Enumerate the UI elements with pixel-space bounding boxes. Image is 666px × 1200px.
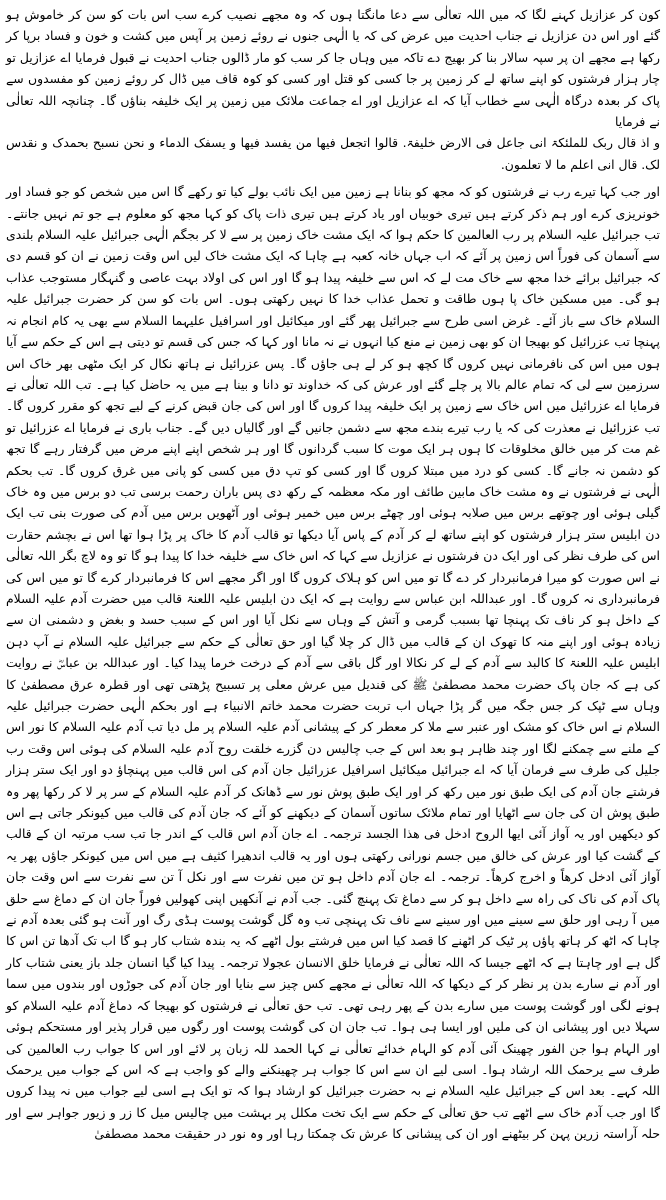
paragraph-quran-verse: و اذ قال ربک للملئکۃ انی جاعل فی الارض خلیفۃ. قالوا اتجعل فیھا من یفسد فیھا و یسفک الدماء و نحن نسبح بحمدک و نقدس لک. قال انی اعلم ما لا تعلمون.: [6, 135, 660, 172]
paragraph-intro: کون کر عزازیل کہنے لگا کہ میں اللہ تعالٰی سے دعا مانگتا ہوں کہ وہ مجھے نصیب کرے سب اس بات کو سن کر خاموش ہو گئے اور اس دن عزازیل نے جناب احدیت میں عرض کی کہ یا الٰہی جنوں نے روئے زمین پر آپس میں کشت و خون و فساد برپا کر رکھا ہے مجھے ان پر سپہ سالار بنا کر بھیج دے تاکہ میں وہاں جا کر سب کو مار ڈالوں جناب احدیت نے قبول فرمایا اے عزازیل تو چار ہزار فرشتوں کو اپنے ساتھ لے کر زمین پر جا کسی کو قتل اور کسی کو کوہ قاف میں ڈال کر روئے زمین کو مفسدوں سے پاک کر بعدہ درگاہ الٰہی سے خطاب آیا کہ اے عزازیل اور اے جماعت ملائک میں زمین پر ایک خلیفہ بناؤں گا۔ چنانچہ اللہ تعالٰی نے فرمایا: [6, 7, 660, 130]
paragraph-translation-narrative: اور جب کہا تیرے رب نے فرشتوں کو کہ مجھ کو بنانا ہے زمین میں ایک نائب بولے کیا تو رکھے گا اس میں شخص کو جو فساد اور خونریزی کرے اور ہم ذکر کرتے ہیں تیری خوبیاں اور یاد کرتے ہیں تیری ذات پاک کو کہا مجھ کو معلوم ہے جو تم نہیں جانتے۔ تب جبرائیل علیہ السلام پر رب العالمین کا حکم ہوا کہ ایک مشت خاک زمین پر سے لا کر بجگم الٰہی جبرائیل علیہ السلام بلندی سے آسمان کی فوراً اس زمین پر آئے کہ اب جہاں خانہ کعبہ ہے چاہا کہ ایک مشت خاک لیں اس وقت زمین نے ان کو قسم دی کہ جبرائیل برائے خدا مجھ سے خاک مت لے کہ اس سے خلیفہ پیدا ہو گا اور اس کی اولاد بہت عاصی و گنہگار مستوجب عذاب ہو گی۔ میں مسکین خاک پا ہوں طاقت و تحمل عذاب خدا کا نہیں رکھتی ہوں۔ اس بات کو سن کر حضرت جبرائیل علیہ السلام خاک سے باز آئے۔ غرض اسی طرح سے جبرائیل پھر گئے اور میکائیل اور اسرافیل علیہما السلام سے بھی یہ کام انجام نہ پہنچا تب عزرائیل کو بھیجا ان کو بھی زمین نے منع کیا انہوں نے نہ مانا اور کہا کہ جس کی قسم تو دیتی ہے اس کے حکم سے آیا ہوں میں اس کی نافرمانی نہیں کروں گا کچھ ہو کر لے ہی جاؤں گا۔ پس عزرائیل نے ہاتھ نکال کر ایک مٹھی بھر خاک اس سرزمین سے لی کہ تمام عالم بالا پر چلے گئے اور عرش کی کہ خداوند تو دانا و بینا ہے میں یہ حاضل کیا ہے۔ تب اللہ تعالٰی نے فرمایا اے عزرائیل میں اس خاک سے زمین پر ایک خلیفہ پیدا کروں گا اور اس کی جان قبض کرنے کے لیے تجھ کو مقرر کروں گا۔ تب عزرائیل نے معذرت کی کہ یا رب تیرے بندے مجھ سے دشمن جانیں گے اور گالیاں دیں گے۔ جناب باری نے فرمایا اے عزرائیل تو غم مت کر میں خالق مخلوقات کا ہوں ہر ایک موت کا سبب گردانوں گا اور ہر شخص اپنے اپنے مرض میں گرفتار رہے گا تجھ کو دشمن نہ جانے گا۔ کسی کو درد میں مبتلا کروں گا اور کسی کو تپ دق میں کسی کو پانی میں غرق کروں گا۔ تب بحکم الٰہی نے فرشتوں نے وہ مشت خاک مابین طائف اور مکہ معظمہ کے رکھ دی پس باران رحمت برسی تب دو برس میں وہ خاک گیلی ہوئی اور چوتھے برس میں صلابہ ہوئی اور چھٹے برس میں خمیر ہوئی اور آٹھویں برس میں آدم کی صورت بنی تب ایک دن ابلیس ستر ہزار فرشتوں کو اپنے ساتھ لے کر آدم کے پاس آیا دیکھا تو قالب آدم کا خاک پر پڑا ہوا تھا اس نے بچشم حقارت اس کی طرف نظر کی اور ایک دن فرشتوں نے عزازیل سے کہا کہ اس خاک سے خلیفہ خدا کا پیدا ہو گا تو وہ لاچ بگر اللہ تعالٰی نے اس صورت کو میرا فرمانبردار کر دے گا تو میں اس کو ہلاک کروں گا اور اگر مجھے اس کا فرمانبردار کرے گا تو میں اس کی فرمانبرداری نہ کروں گا۔ اور عبداللہ ابن عباس سے روایت ہے کہ ایک دن ابلیس علیہ اللعنۃ قالب میں حضرت آدم علیہ السلام کے داخل ہو کر ناف تک پہنچا تھا بسبب گرمی و آتش کے وہاں سے نکل آیا اور اس کے سبب حسد و بغض و دشمنی ان سے زیادہ ہوئی اور اپنے منہ کا تھوک ان کے قالب میں ڈال کر چلا گیا اور حق تعالٰی کے حکم سے جبرائیل علیہ السلام نے آپ دہن ابلیس علیہ اللعنۃ کا کالبد سے آدم کے لے کر نکالا اور گل باقی سے آدم کے درخت خرما پیدا کیا۔ اور عبداللہ بن عباسؓ نے روایت کی ہے کہ جان پاک حضرت محمد مصطفیٰ ﷺ کی قندیل میں عرش معلی پر تسبیح پڑھتی تھی اور قطرہ عرق مصطفیٰ کا وہاں سے ٹپک کر جس جگہ میں گر پڑا جہاں اب تربت حضرت محمد خاتم الانبیاء ہے اور بحکم الٰہی حضرت جبرائیل علیہ السلام نے اس خاک کو مشک اور عنبر سے ملا کر معطر کر کے پیشانی آدم علیہ السلام پر مل دیا تب آدم علیہ السلام کا نور اس کے ملنے سے چمکنے لگا اور چند ظاہر ہو بعد اس کے جب چالیس دن گزرے خلقت روح آدم علیہ السلام کی ہوئی اس وقت رب جلیل کی طرف سے فرمان آیا کہ اے جبرائیل میکائیل اسرافیل عزرائیل جان آدم کی اس قالب میں پہنچاؤ دو اور ایک ستر ہزار فرشتے جان آدم کی ایک طبق نور میں رکھ کر اور ایک طبق پوش نور سے ڈھانک کر آدم علیہ السلام کے سر پر لا کر رکھا پھر وہ طبق پوش ان کی جان سے اٹھایا اور تمام ملائک ساتوں آسمان کے دیکھنے کو آئے کہ جان آدم کی قالب میں کیونکر جاتی ہے اس کو دیکھیں اور یہ آواز آئی ایھا الروح ادخل فی ھذا الجسد ترجمہ۔ اے جان آدم اس قالب کے اندر جا تب سب مرتبہ ان کے قالب کے گشت کیا اور عرش کی خالق میں جسم نورانی رکھتی ہوں اور یہ قالب اندھیرا کثیف ہے میں اس میں کیونکر جاؤں پھر یہ آواز آئی ادخل کرھاً و اخرج کرھاً۔ ترجمہ۔ اے جان آدم داخل ہو تن میں نفرت سے اور نکل آ تن سے نفرت سے اس وقت جان پاک آدم کی ناک کی راہ سے داخل ہو کر سے دماغ تک پہنچ گئی۔ جب آدم نے آنکھیں اپنی کھولیں فوراً جان ان کے دماغ سے حلق میں آ رہی اور حلق سے سینے میں اور سینے سے ناف تک پہنچی تب وہ گل گوشت پوست ہڈی رگ اور آنت ہو گئی بعدہ آدم نے چاہا کہ اٹھ کر ہاتھ پاؤں پر ٹیک کر اٹھنے کا قصد کیا اس میں فرشتے بول اٹھے کہ یہ بندہ شتاب کار ہو گا اب تک آدھا تن اس کا گل ہے اور چاہتا ہے کہ اٹھے جیسا کہ اللہ تعالٰی نے فرمایا خلق الانسان عجولا ترجمہ۔ پیدا کیا گیا انسان جلد باز یعنی شتاب کار اور آدم نے سارے بدن پر نظر کر کے دیکھا کہ اللہ تعالٰی نے مجھے کس چیز سے بنایا اور جان آدم کی جوڑوں اور بندوں میں سما ہونے لگی اور گوشت پوست میں سارے بدن کے پھر رہی تھی۔ تب حق تعالٰی نے فرشتوں کو بھیجا کہ دماغ آدم علیہ السلام کو سہلا دیں اور پیشانی ان کی ملیں اور ایسا ہی ہوا۔ تب جان ان کی گوشت پوست اور رگوں میں قرار پذیر اور مستحکم ہوئی اور الہام ہوا جن الفور چھینک آئی آدم کو الہام خدائے تعالٰی نے کہا الحمد للہ زبان پر لائے اور اس کا جواب رب العالمین کی طرف سے یرحمک اللہ ارشاد ہوا۔ اسی لیے ان سے اس کا جواب ہر چھینکنے والے کو واجب ہے کہ اس کے جواب میں یرحمک اللہ کہے۔ بعد اس کے جبرائیل علیہ السلام نے بہ حضرت جبرائیل کو ارشاد ہوا کہ تو ایک ہے اسی لیے جواب میں نہ پیدا کروں گا اور جب آدم خاک سے اٹھے تب حق تعالٰی کے حکم سے ایک تخت مکلل پر بہشت میں چالیس میل کا زر و زیور جواہر سے اور حلہ آراستہ زرین پہن کر بیٹھنے اور ان کی پیشانی کا عرش تک چمکتا رہا اور وہ نور در حقیقت محمد مصطفیٰ: [6, 184, 660, 1142]
